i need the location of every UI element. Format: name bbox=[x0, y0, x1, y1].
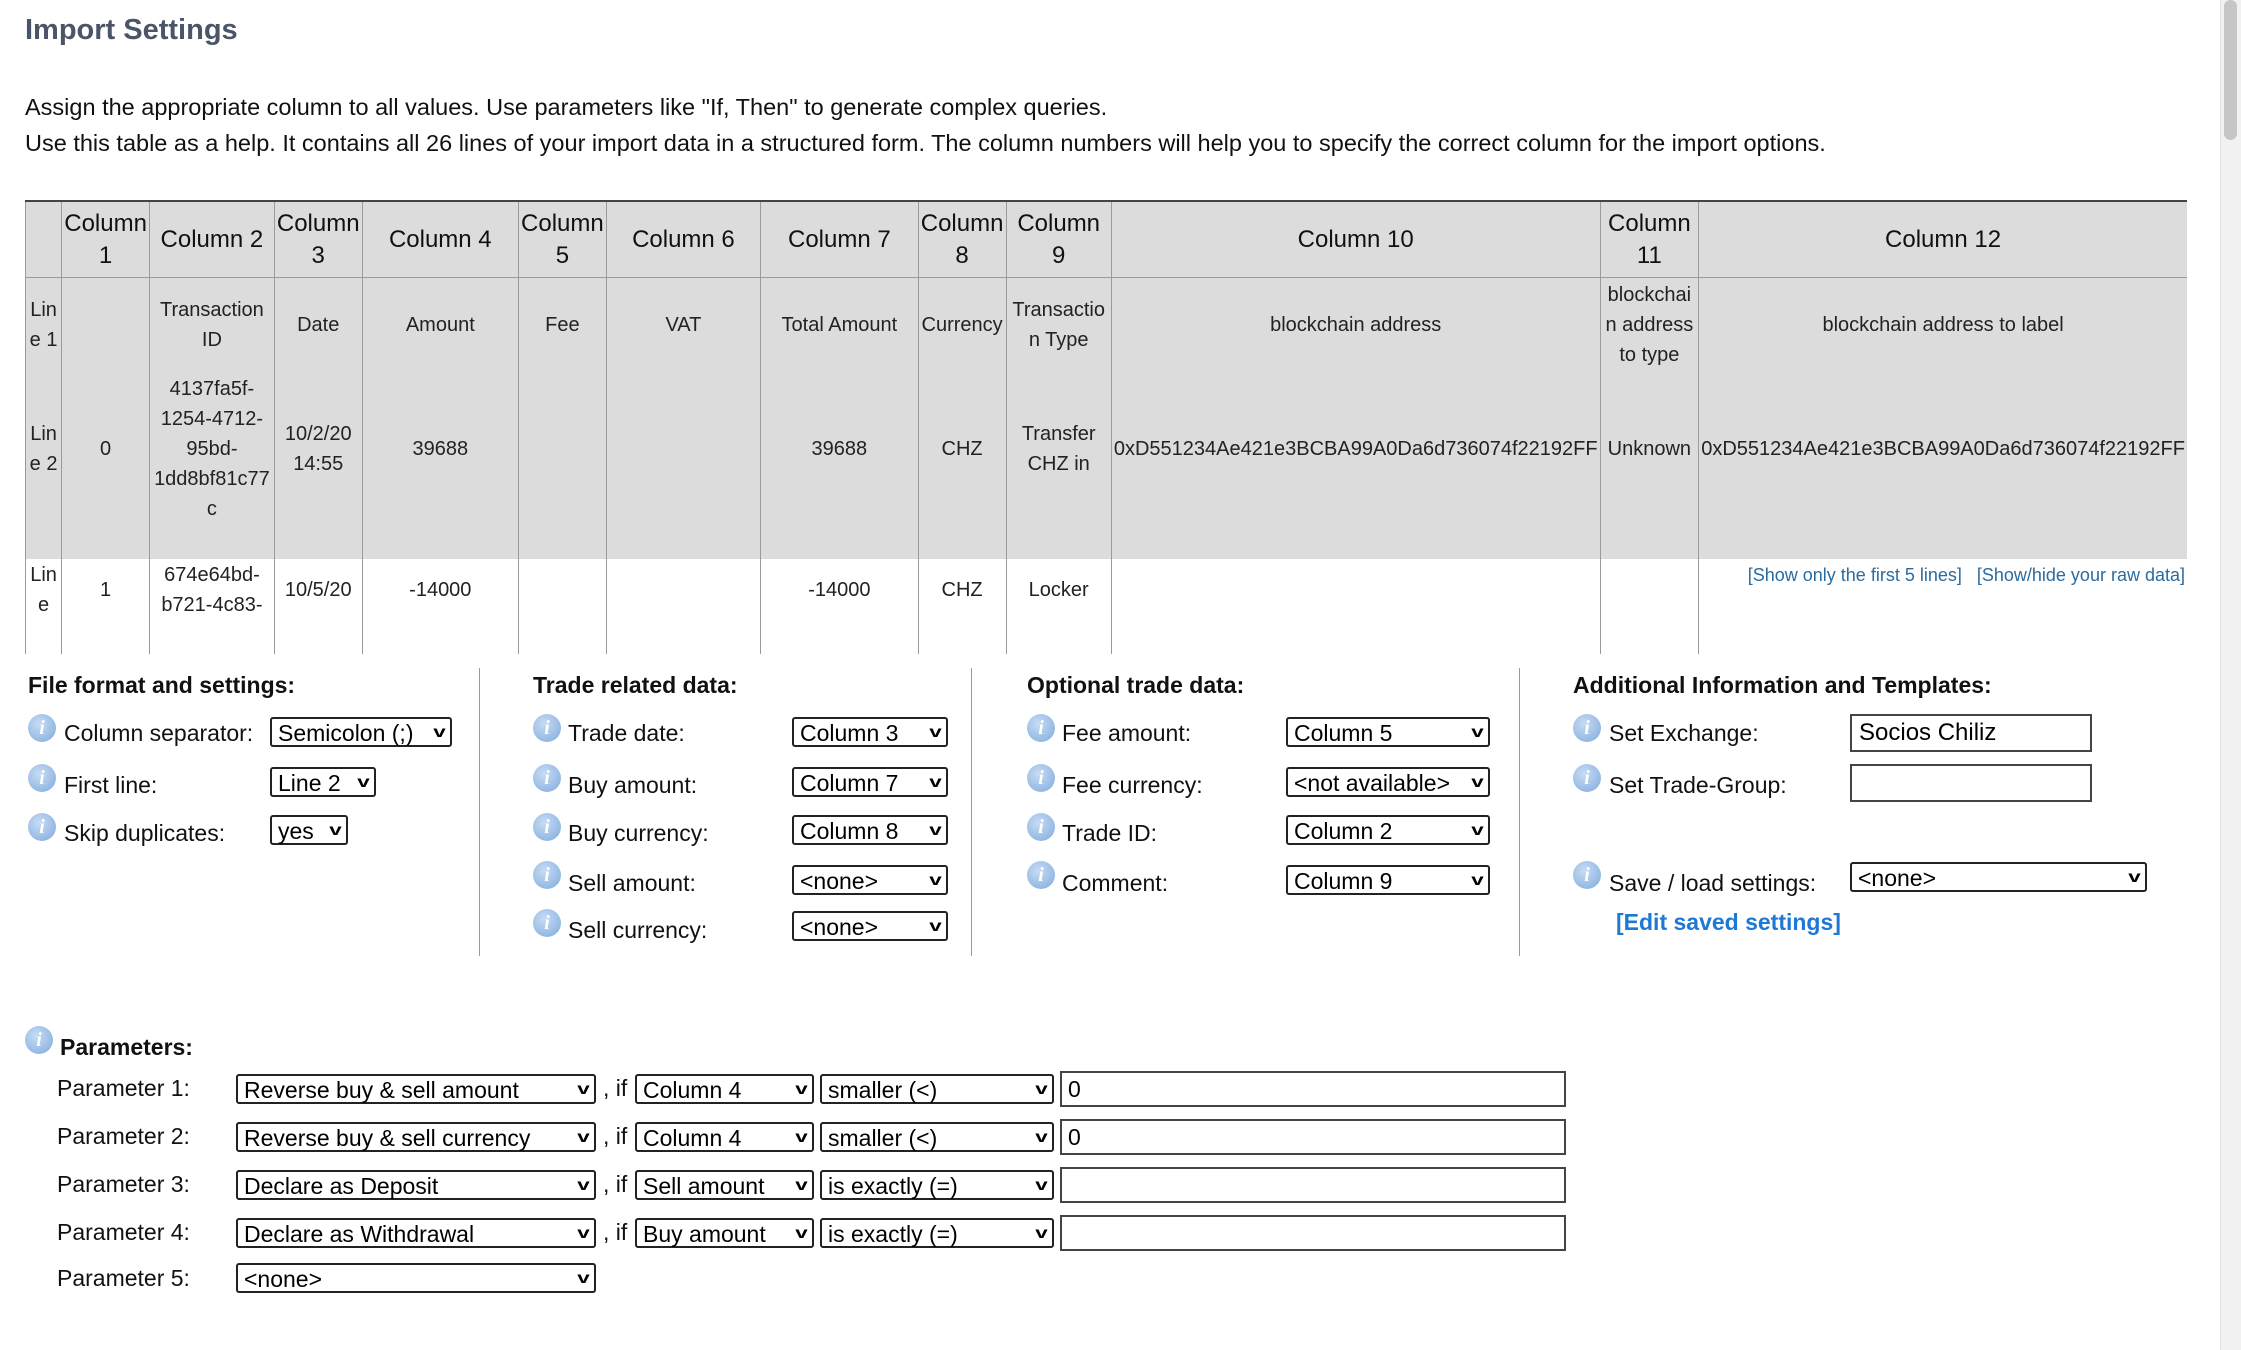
if-text: , if bbox=[603, 1171, 628, 1197]
info-icon[interactable]: i bbox=[1573, 861, 1601, 889]
table-line-label: Line 2 bbox=[26, 372, 62, 526]
chevron-down-icon: v bbox=[795, 1225, 808, 1242]
table-header-cell: Column 2 bbox=[150, 201, 275, 278]
table-cell: Locker bbox=[1006, 526, 1111, 654]
table-cell: 1 bbox=[62, 526, 150, 654]
parameter-1-value-input[interactable]: 0 bbox=[1060, 1071, 1566, 1107]
file-format-heading: File format and settings: bbox=[28, 672, 296, 698]
table-cell bbox=[518, 526, 606, 654]
intro-text-1: Assign the appropriate column to all values. Use parameters like "If, Then" to generate complex queries. bbox=[25, 94, 1108, 120]
set-trade-group-input[interactable] bbox=[1850, 764, 2092, 802]
table-row bbox=[26, 526, 2188, 654]
table-cell: 674e64bd-b721-4c83- bbox=[150, 526, 275, 654]
parameter-1-action-select[interactable] bbox=[236, 1074, 596, 1104]
table-header-cell: Column 10 bbox=[1111, 201, 1600, 278]
chevron-down-icon: v bbox=[577, 1225, 590, 1242]
table-line-label: Line bbox=[26, 526, 62, 654]
table-cell: 39688 bbox=[362, 372, 518, 526]
parameter-4-column-select[interactable] bbox=[635, 1218, 814, 1248]
chevron-down-icon: v bbox=[329, 822, 342, 839]
section-divider bbox=[1519, 668, 1520, 956]
chevron-down-icon: v bbox=[1035, 1081, 1048, 1098]
table-header-cell: Column 7 bbox=[761, 201, 919, 278]
first-line-label: First line: bbox=[64, 772, 158, 798]
table-cell: 10/2/20 14:55 bbox=[274, 372, 362, 526]
table-cell bbox=[62, 278, 150, 373]
select-value: Column 3 bbox=[800, 720, 899, 746]
comment-label: Comment: bbox=[1062, 870, 1169, 896]
chevron-down-icon: v bbox=[929, 918, 942, 935]
chevron-down-icon: v bbox=[1471, 724, 1484, 741]
table-cell: 0 bbox=[62, 372, 150, 526]
table-cell: blockchain address bbox=[1111, 278, 1600, 373]
select-value: <not available> bbox=[1294, 770, 1451, 796]
info-icon[interactable]: i bbox=[25, 1026, 53, 1054]
select-value: Declare as Deposit bbox=[244, 1173, 439, 1199]
trade-date-select[interactable] bbox=[792, 717, 948, 747]
if-text: , if bbox=[603, 1219, 628, 1245]
select-value: is exactly (=) bbox=[828, 1221, 958, 1247]
info-icon[interactable]: i bbox=[28, 813, 56, 841]
parameter-3-column-select[interactable] bbox=[635, 1170, 814, 1200]
info-icon[interactable]: i bbox=[533, 764, 561, 792]
chevron-down-icon: v bbox=[577, 1177, 590, 1194]
table-cell: blockchain address to label bbox=[1699, 278, 2187, 373]
if-text: , if bbox=[603, 1075, 628, 1101]
parameter-4-value-input[interactable] bbox=[1060, 1215, 1566, 1251]
parameter-3-value-input[interactable] bbox=[1060, 1167, 1566, 1203]
table-cell: Transaction Type bbox=[1006, 278, 1111, 373]
table-links bbox=[1738, 565, 2185, 586]
table-cell: -14000 bbox=[761, 526, 919, 654]
fee-currency-label: Fee currency: bbox=[1062, 772, 1203, 798]
table-cell bbox=[606, 526, 760, 654]
info-icon[interactable]: i bbox=[28, 714, 56, 742]
column-separator-select[interactable] bbox=[270, 717, 452, 747]
fee-amount-select[interactable] bbox=[1286, 717, 1490, 747]
table-line-label: Line 1 bbox=[26, 278, 62, 373]
section-divider bbox=[479, 668, 480, 956]
table-cell bbox=[1600, 526, 1699, 654]
table-header-cell: Column 11 bbox=[1600, 201, 1699, 278]
select-value: Reverse buy & sell currency bbox=[244, 1125, 531, 1151]
select-value: Declare as Withdrawal bbox=[244, 1221, 475, 1247]
table-cell bbox=[1699, 526, 2187, 654]
select-value: Line 2 bbox=[278, 770, 341, 796]
table-header-cell: Column 5 bbox=[518, 201, 606, 278]
edit-saved-settings-link[interactable]: [Edit saved settings] bbox=[1616, 909, 1841, 935]
page-scrollbar[interactable] bbox=[2220, 0, 2241, 1350]
select-value: Buy amount bbox=[643, 1221, 766, 1247]
select-value: smaller (<) bbox=[828, 1077, 938, 1103]
info-icon[interactable]: i bbox=[533, 714, 561, 742]
table-cell: CHZ bbox=[918, 526, 1006, 654]
trade-id-select[interactable] bbox=[1286, 815, 1490, 845]
save-load-settings-select[interactable] bbox=[1850, 862, 2147, 892]
set-exchange-label: Set Exchange: bbox=[1609, 720, 1759, 746]
column-separator-label: Column separator: bbox=[64, 720, 254, 746]
table-cell bbox=[606, 372, 760, 526]
select-value: <none> bbox=[800, 868, 879, 894]
parameter-2-column-select[interactable] bbox=[635, 1122, 814, 1152]
parameter-1-column-select[interactable] bbox=[635, 1074, 814, 1104]
chevron-down-icon: v bbox=[1471, 872, 1484, 889]
info-icon[interactable]: i bbox=[1027, 714, 1055, 742]
table-cell: 0xD551234Ae421e3BCBA99A0Da6d736074f22192FF bbox=[1111, 372, 1600, 526]
parameter-3-action-select[interactable] bbox=[236, 1170, 596, 1200]
show-first-5-lines-link[interactable]: [Show only the first 5 lines] bbox=[1747, 565, 1962, 585]
chevron-down-icon: v bbox=[2128, 869, 2141, 886]
select-value: Column 2 bbox=[1294, 818, 1393, 844]
table-cell: 4137fa5f-1254-4712-95bd-1dd8bf81c77c bbox=[150, 372, 275, 526]
info-icon[interactable]: i bbox=[1573, 714, 1601, 742]
toggle-raw-data-link[interactable]: [Show/hide your raw data] bbox=[1976, 565, 2185, 585]
chevron-down-icon: v bbox=[1035, 1225, 1048, 1242]
select-value: Column 8 bbox=[800, 818, 899, 844]
info-icon[interactable]: i bbox=[1027, 813, 1055, 841]
chevron-down-icon: v bbox=[1035, 1129, 1048, 1146]
parameter-1-operator-select[interactable] bbox=[820, 1074, 1054, 1104]
chevron-down-icon: v bbox=[795, 1081, 808, 1098]
info-icon[interactable]: i bbox=[533, 909, 561, 937]
if-text: , if bbox=[603, 1123, 628, 1149]
table-cell: Amount bbox=[362, 278, 518, 373]
table-cell: 10/5/20 bbox=[274, 526, 362, 654]
set-exchange-input[interactable]: Socios Chiliz bbox=[1850, 714, 2092, 752]
table-cell bbox=[518, 372, 606, 526]
table-cell: 0xD551234Ae421e3BCBA99A0Da6d736074f22192FF bbox=[1699, 372, 2187, 526]
parameter-1-label: Parameter 1: bbox=[57, 1075, 190, 1101]
table-cell: CHZ bbox=[918, 372, 1006, 526]
select-value: Column 5 bbox=[1294, 720, 1393, 746]
select-value: yes bbox=[278, 818, 314, 844]
table-cell: -14000 bbox=[362, 526, 518, 654]
chevron-down-icon: v bbox=[929, 724, 942, 741]
sell-amount-select[interactable] bbox=[792, 865, 948, 895]
chevron-down-icon: v bbox=[577, 1270, 590, 1287]
table-row bbox=[26, 278, 2188, 373]
buy-amount-select[interactable] bbox=[792, 767, 948, 797]
additional-info-heading: Additional Information and Templates: bbox=[1573, 672, 1992, 698]
info-icon[interactable]: i bbox=[533, 813, 561, 841]
table-header-row bbox=[26, 201, 2188, 278]
parameter-2-value-input[interactable]: 0 bbox=[1060, 1119, 1566, 1155]
info-icon[interactable]: i bbox=[1027, 764, 1055, 792]
select-value: <none> bbox=[1858, 865, 1937, 891]
info-icon[interactable]: i bbox=[28, 764, 56, 792]
buy-currency-label: Buy currency: bbox=[568, 820, 709, 846]
page-title: Import Settings bbox=[25, 14, 238, 46]
chevron-down-icon: v bbox=[795, 1129, 808, 1146]
table-row bbox=[26, 372, 2188, 526]
set-trade-group-label: Set Trade-Group: bbox=[1609, 772, 1787, 798]
table-cell: VAT bbox=[606, 278, 760, 373]
info-icon[interactable]: i bbox=[533, 861, 561, 889]
table-cell: Total Amount bbox=[761, 278, 919, 373]
buy-currency-select[interactable] bbox=[792, 815, 948, 845]
parameter-2-operator-select[interactable] bbox=[820, 1122, 1054, 1152]
table-cell: Transfer CHZ in bbox=[1006, 372, 1111, 526]
fee-currency-select[interactable] bbox=[1286, 767, 1490, 797]
buy-amount-label: Buy amount: bbox=[568, 772, 698, 798]
optional-data-heading: Optional trade data: bbox=[1027, 672, 1245, 698]
trade-date-label: Trade date: bbox=[568, 720, 685, 746]
table-cell bbox=[1111, 526, 1600, 654]
parameter-4-label: Parameter 4: bbox=[57, 1219, 190, 1245]
table-header-cell: Column 9 bbox=[1006, 201, 1111, 278]
comment-select[interactable] bbox=[1286, 865, 1490, 895]
skip-duplicates-label: Skip duplicates: bbox=[64, 820, 226, 846]
chevron-down-icon: v bbox=[1471, 822, 1484, 839]
parameter-2-action-select[interactable] bbox=[236, 1122, 596, 1152]
select-value: smaller (<) bbox=[828, 1125, 938, 1151]
table-cell: Currency bbox=[918, 278, 1006, 373]
table-header-corner bbox=[26, 201, 62, 278]
sell-amount-label: Sell amount: bbox=[568, 870, 696, 896]
select-value: is exactly (=) bbox=[828, 1173, 958, 1199]
select-value: <none> bbox=[800, 914, 879, 940]
select-value: <none> bbox=[244, 1266, 323, 1292]
parameter-5-action-select[interactable] bbox=[236, 1263, 596, 1293]
sell-currency-select[interactable] bbox=[792, 911, 948, 941]
table-header-cell: Column 1 bbox=[62, 201, 150, 278]
parameter-4-action-select[interactable] bbox=[236, 1218, 596, 1248]
table-cell: Transaction ID bbox=[150, 278, 275, 373]
trade-id-label: Trade ID: bbox=[1062, 820, 1158, 846]
scrollbar-thumb[interactable] bbox=[2224, 0, 2237, 140]
table-cell: Fee bbox=[518, 278, 606, 373]
chevron-down-icon: v bbox=[929, 822, 942, 839]
intro-text-2: Use this table as a help. It contains all 26 lines of your import data in a structured form. The column numbers will help you to specify the correct column for the import options. bbox=[25, 130, 1826, 156]
info-icon[interactable]: i bbox=[1027, 861, 1055, 889]
select-value: Column 4 bbox=[643, 1125, 742, 1151]
trade-data-heading: Trade related data: bbox=[533, 672, 738, 698]
skip-duplicates-select[interactable] bbox=[270, 815, 348, 845]
parameters-heading: Parameters: bbox=[60, 1034, 193, 1060]
table-cell: Unknown bbox=[1600, 372, 1699, 526]
chevron-down-icon: v bbox=[357, 774, 370, 791]
select-value: Semicolon (;) bbox=[278, 720, 414, 746]
table-cell: blockchain address to type bbox=[1600, 278, 1699, 373]
table-header-cell: Column 6 bbox=[606, 201, 760, 278]
chevron-down-icon: v bbox=[1471, 774, 1484, 791]
select-value: Column 7 bbox=[800, 770, 899, 796]
table-header-cell: Column 8 bbox=[918, 201, 1006, 278]
chevron-down-icon: v bbox=[1035, 1177, 1048, 1194]
select-value: Reverse buy & sell amount bbox=[244, 1077, 519, 1103]
select-value: Column 9 bbox=[1294, 868, 1393, 894]
parameter-3-operator-select[interactable] bbox=[820, 1170, 1054, 1200]
table-header-cell: Column 12 bbox=[1699, 201, 2187, 278]
chevron-down-icon: v bbox=[929, 872, 942, 889]
parameter-2-label: Parameter 2: bbox=[57, 1123, 190, 1149]
fee-amount-label: Fee amount: bbox=[1062, 720, 1192, 746]
section-divider bbox=[971, 668, 972, 956]
table-cell: 39688 bbox=[761, 372, 919, 526]
chevron-down-icon: v bbox=[433, 724, 446, 741]
chevron-down-icon: v bbox=[795, 1177, 808, 1194]
table-header-cell: Column 4 bbox=[362, 201, 518, 278]
chevron-down-icon: v bbox=[577, 1129, 590, 1146]
select-value: Column 4 bbox=[643, 1077, 742, 1103]
chevron-down-icon: v bbox=[929, 774, 942, 791]
parameter-5-label: Parameter 5: bbox=[57, 1265, 190, 1291]
chevron-down-icon: v bbox=[577, 1081, 590, 1098]
info-icon[interactable]: i bbox=[1573, 764, 1601, 792]
parameter-4-operator-select[interactable] bbox=[820, 1218, 1054, 1248]
parameter-3-label: Parameter 3: bbox=[57, 1171, 190, 1197]
sell-currency-label: Sell currency: bbox=[568, 917, 708, 943]
select-value: Sell amount bbox=[643, 1173, 765, 1199]
first-line-select[interactable] bbox=[270, 767, 376, 797]
table-header-cell: Column 3 bbox=[274, 201, 362, 278]
save-load-settings-label: Save / load settings: bbox=[1609, 870, 1817, 896]
table-cell: Date bbox=[274, 278, 362, 373]
